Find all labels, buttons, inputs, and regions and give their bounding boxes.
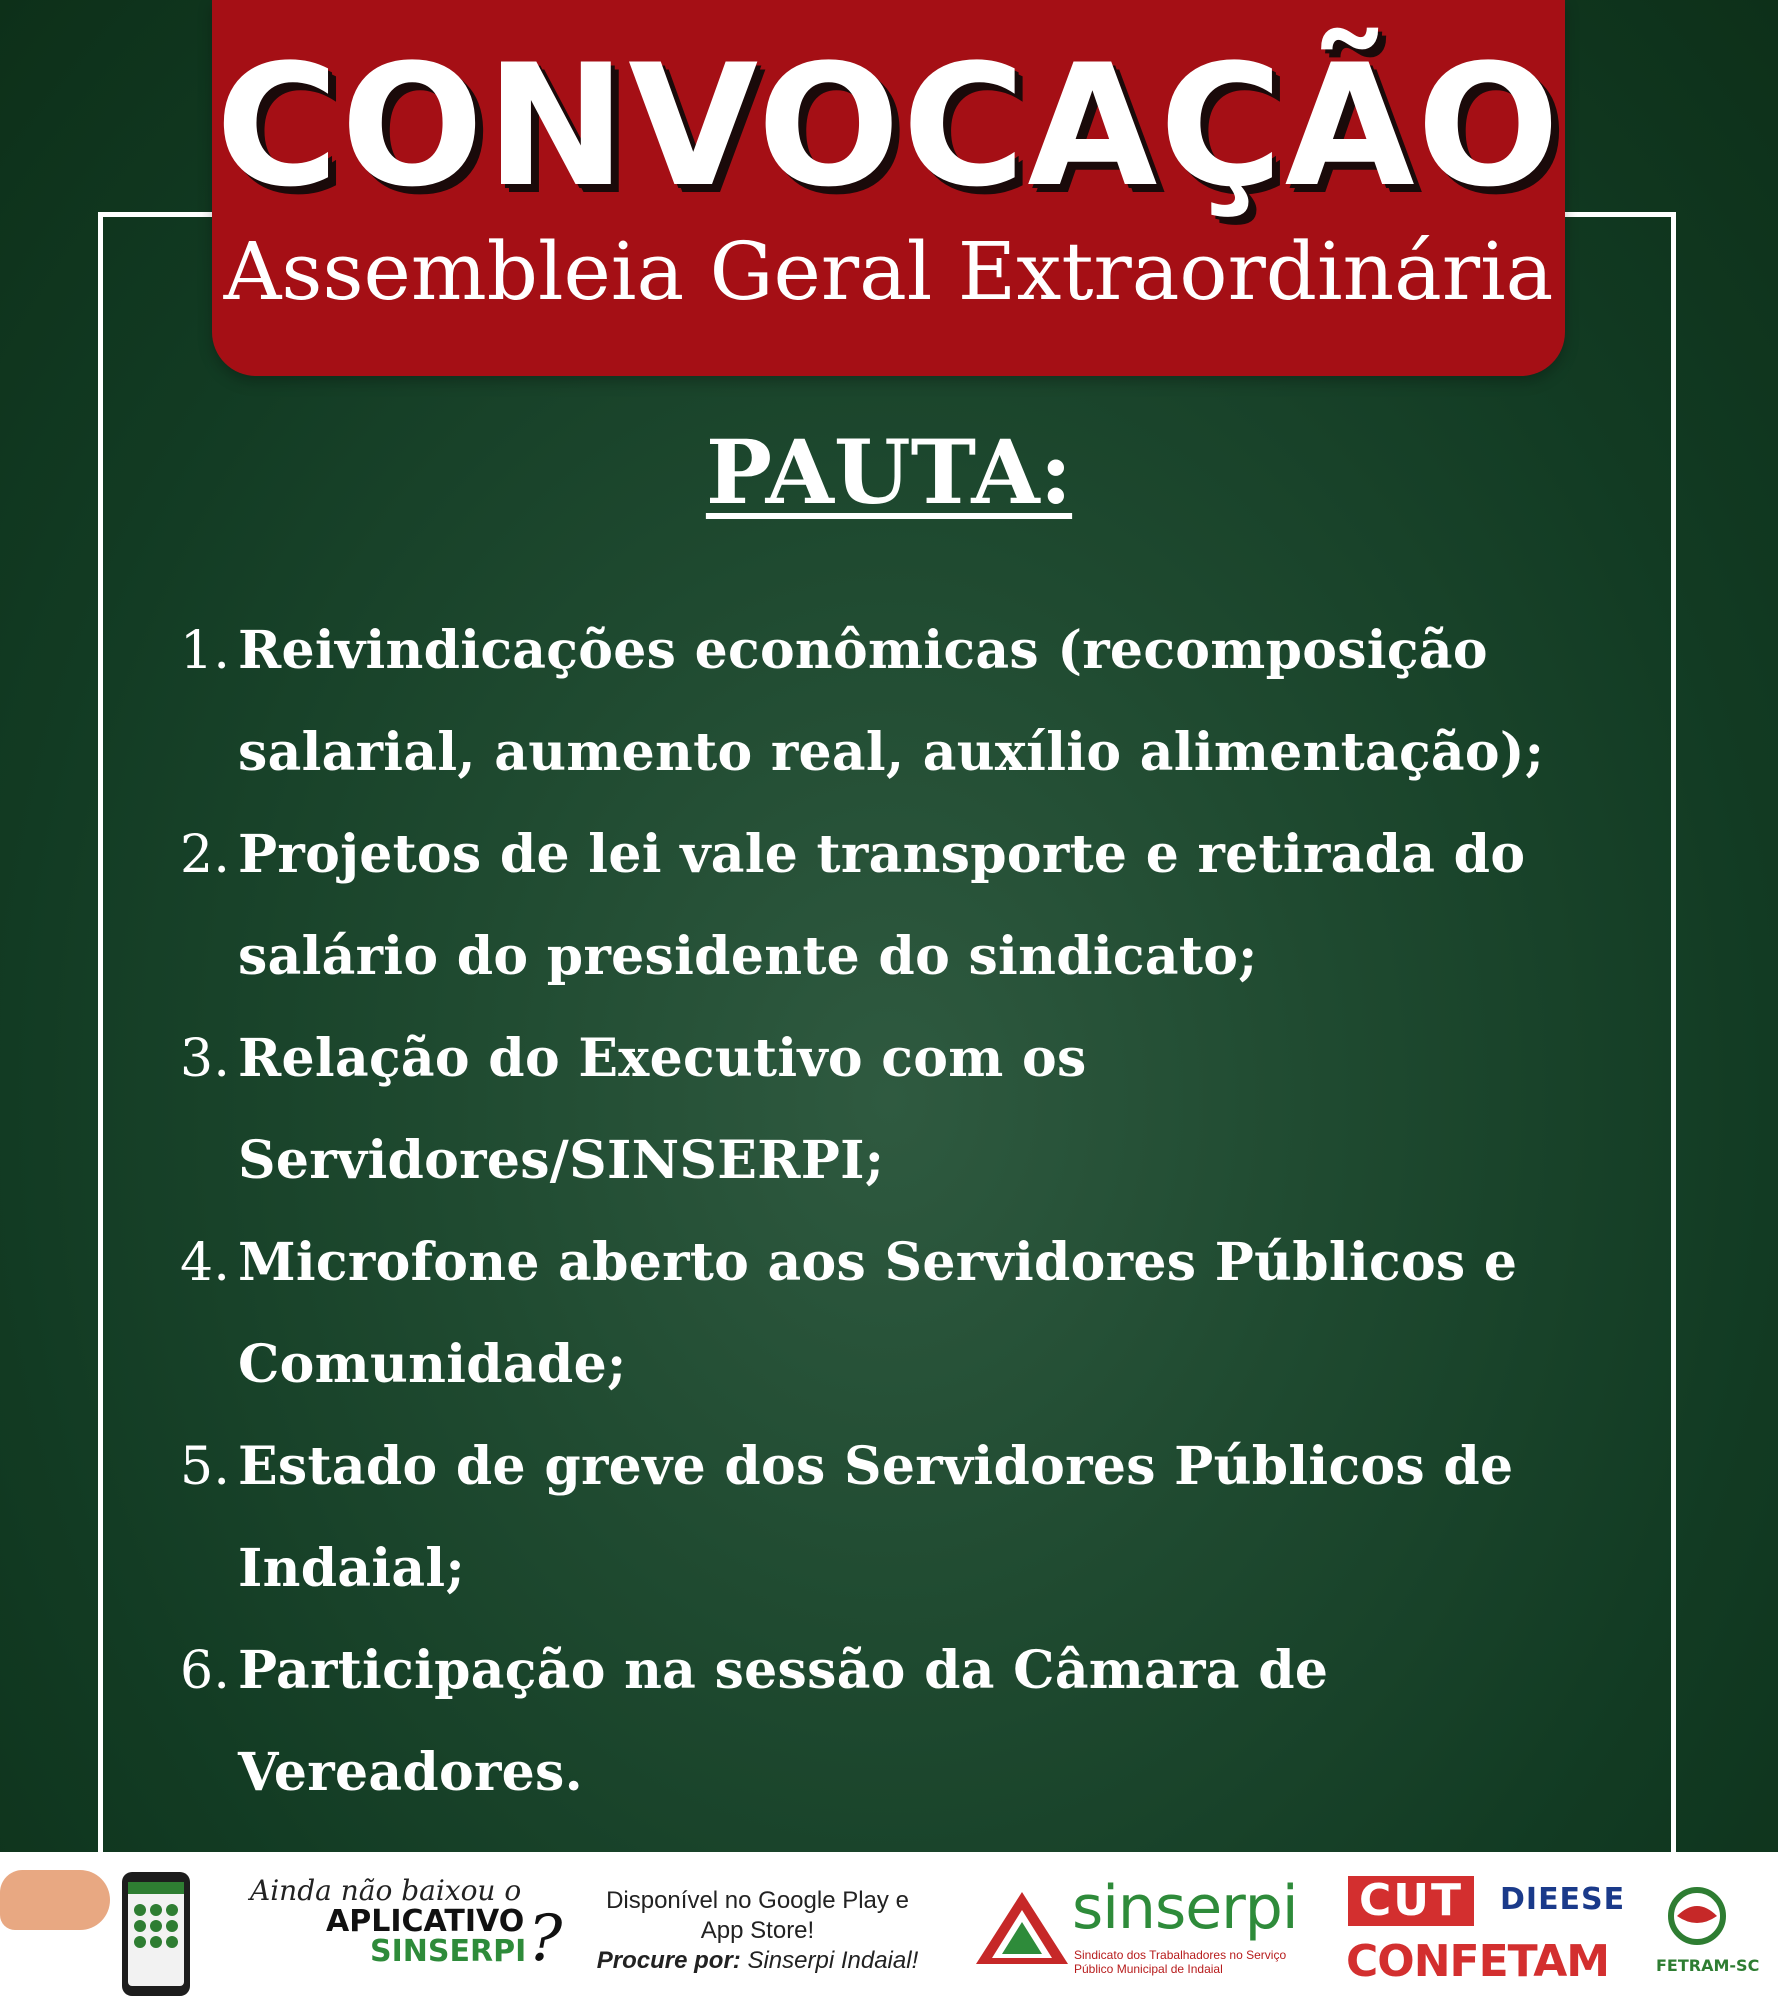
sinserpi-logo-icon bbox=[972, 1888, 1072, 1968]
agenda-item bbox=[180, 804, 1580, 1008]
sinserpi-logo-text: sinserpi bbox=[1072, 1873, 1298, 1943]
app-promo-line3: SINSERPI bbox=[370, 1934, 527, 1969]
stores-line2: App Store! bbox=[700, 1917, 815, 1944]
agenda-item bbox=[180, 1212, 1580, 1416]
app-promo-line1: Ainda não baixou o bbox=[250, 1874, 522, 1907]
phone-app-bar bbox=[128, 1882, 184, 1894]
stores-line1: Disponível no Google Play e bbox=[606, 1887, 909, 1914]
page-subtitle: Assembleia Geral Extraordinária bbox=[223, 225, 1554, 318]
agenda-item-number: 1. bbox=[180, 621, 231, 681]
agenda-list bbox=[180, 600, 1580, 1824]
phone-screen bbox=[128, 1882, 184, 1986]
footer-bar bbox=[0, 1852, 1778, 2000]
agenda-item-number: 5. bbox=[180, 1437, 231, 1497]
search-label: Procure por: bbox=[596, 1947, 741, 1974]
agenda-item-text: Projetos de lei vale transporte e retirada do salário do presidente do sindicato; bbox=[238, 824, 1526, 987]
store-availability bbox=[585, 1886, 930, 1976]
agenda-item bbox=[180, 1620, 1580, 1824]
agenda-item-number: 6. bbox=[180, 1641, 231, 1701]
hand-icon bbox=[0, 1870, 110, 1930]
question-mark: ? bbox=[528, 1902, 563, 1976]
phone-app-grid bbox=[134, 1904, 178, 1948]
agenda-item bbox=[180, 1416, 1580, 1620]
confetam-logo: CONFETAM bbox=[1346, 1936, 1610, 1987]
app-promo-line2: APLICATIVO bbox=[326, 1904, 525, 1939]
agenda-item-text: Participação na sessão da Câmara de Vereadores. bbox=[238, 1640, 1329, 1803]
dieese-logo: DIEESE bbox=[1500, 1882, 1626, 1917]
agenda-item-number: 4. bbox=[180, 1233, 231, 1293]
page-title: CONVOCAÇÃO bbox=[215, 28, 1562, 224]
agenda-item-text: Reivindicações econômicas (recomposição salarial, aumento real, auxílio alimentação); bbox=[238, 620, 1545, 783]
agenda-item bbox=[180, 600, 1580, 804]
agenda-item bbox=[180, 1008, 1580, 1212]
agenda-item-number: 3. bbox=[180, 1029, 231, 1089]
phone-icon bbox=[122, 1872, 190, 1996]
sinserpi-tagline: Sindicato dos Trabalhadores no Serviço Público Municipal de Indaial bbox=[1074, 1948, 1287, 1976]
agenda-item-number: 2. bbox=[180, 825, 231, 885]
pauta-heading-text: PAUTA: bbox=[705, 420, 1073, 524]
search-name: Sinserpi Indaial! bbox=[747, 1947, 919, 1974]
pauta-heading bbox=[0, 420, 1778, 524]
agenda-item-text: Estado de greve dos Servidores Públicos de Indaial; bbox=[238, 1436, 1514, 1599]
fetram-logo-icon bbox=[1655, 1886, 1739, 1946]
cut-logo: CUT bbox=[1348, 1876, 1474, 1926]
agenda-item-text: Relação do Executivo com os Servidores/SINSERPI; bbox=[238, 1028, 1087, 1191]
search-hint bbox=[585, 1946, 930, 1976]
agenda-item-text: Microfone aberto aos Servidores Públicos e Comunidade; bbox=[238, 1232, 1518, 1395]
header-banner bbox=[212, 0, 1565, 376]
fetram-logo-text: FETRAM-SC bbox=[1656, 1956, 1760, 1975]
